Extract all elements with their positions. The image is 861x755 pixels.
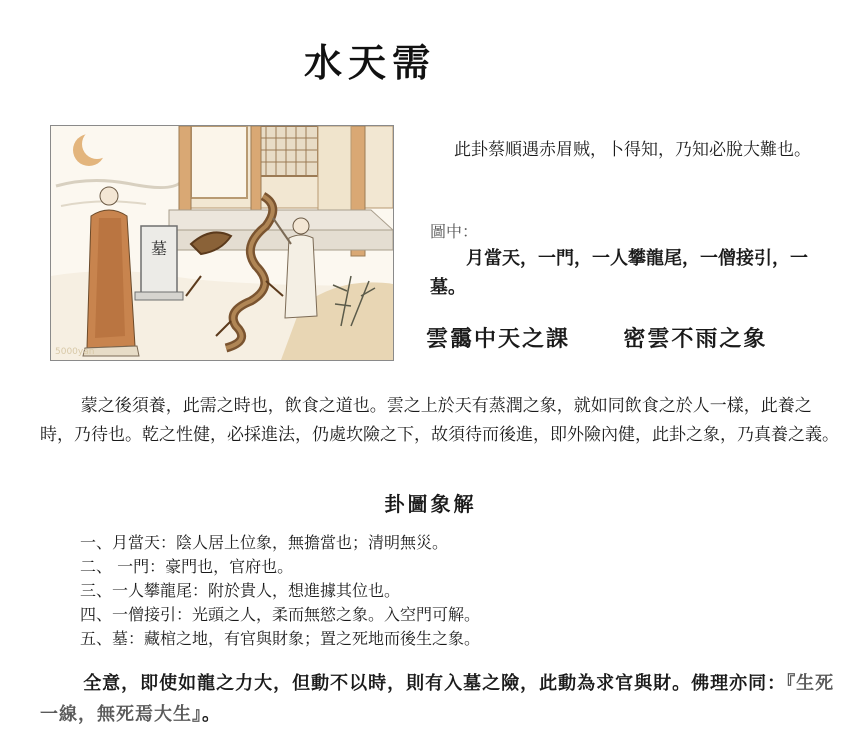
subtitle-left: 雲靄中天之課 [426,326,571,352]
hexagram-subtitle [426,322,767,353]
closing-end: 。 [202,704,221,725]
body-paragraph: 蒙之後須養，此需之時也，飲食之道也。雲之上於天有蒸潤之象，就如同飲食之於人一樣，此養之時，乃待也。乾之性健，必採進法，仍處坎險之下，故須待而後進，即外險內健，此卦之象，乃真養之義。 [40,396,839,445]
list-item: 五、墓：藏棺之地，有官與財象；置之死地而後生之象。 [80,629,481,648]
tomb-stone [135,226,183,300]
tomb-label: 墓 [150,239,168,258]
list-item: 二、 一門：豪門也，官府也。 [80,557,294,576]
illustration-scene [51,126,393,360]
page-title: 水天需 [303,40,436,85]
figure-label: 圖中： [430,222,479,241]
figure-description: 月當天，一門，一人攀龍尾，一僧接引，一墓。 [430,248,808,298]
subtitle-right: 密雲不雨之象 [623,326,768,352]
list-item: 三、一人攀龍尾：附於貴人，想進據其位也。 [80,581,401,600]
closing-text: 全意，即使如龍之力大，但動不以時，則有入墓之險，此動為求官與財。佛理亦同： [83,673,787,694]
closing-paragraph [40,668,840,730]
list-item: 四、一僧接引：光頭之人，柔而無慾之象。入空門可解。 [80,605,481,624]
closing-quote: 『生死一線，無死焉大生』 [40,673,835,725]
watermark: 5000yan [55,347,95,357]
hexagram-illustration [50,125,394,361]
section-title: 卦圖象解 [384,492,477,516]
list-item: 一、月當天：陰人居上位象，無擔當也；清明無災。 [80,533,449,552]
intro-text: 此卦蔡順遇赤眉贼，卜得知，乃知必脫大難也。 [454,140,811,160]
interpretation-list [80,531,840,651]
